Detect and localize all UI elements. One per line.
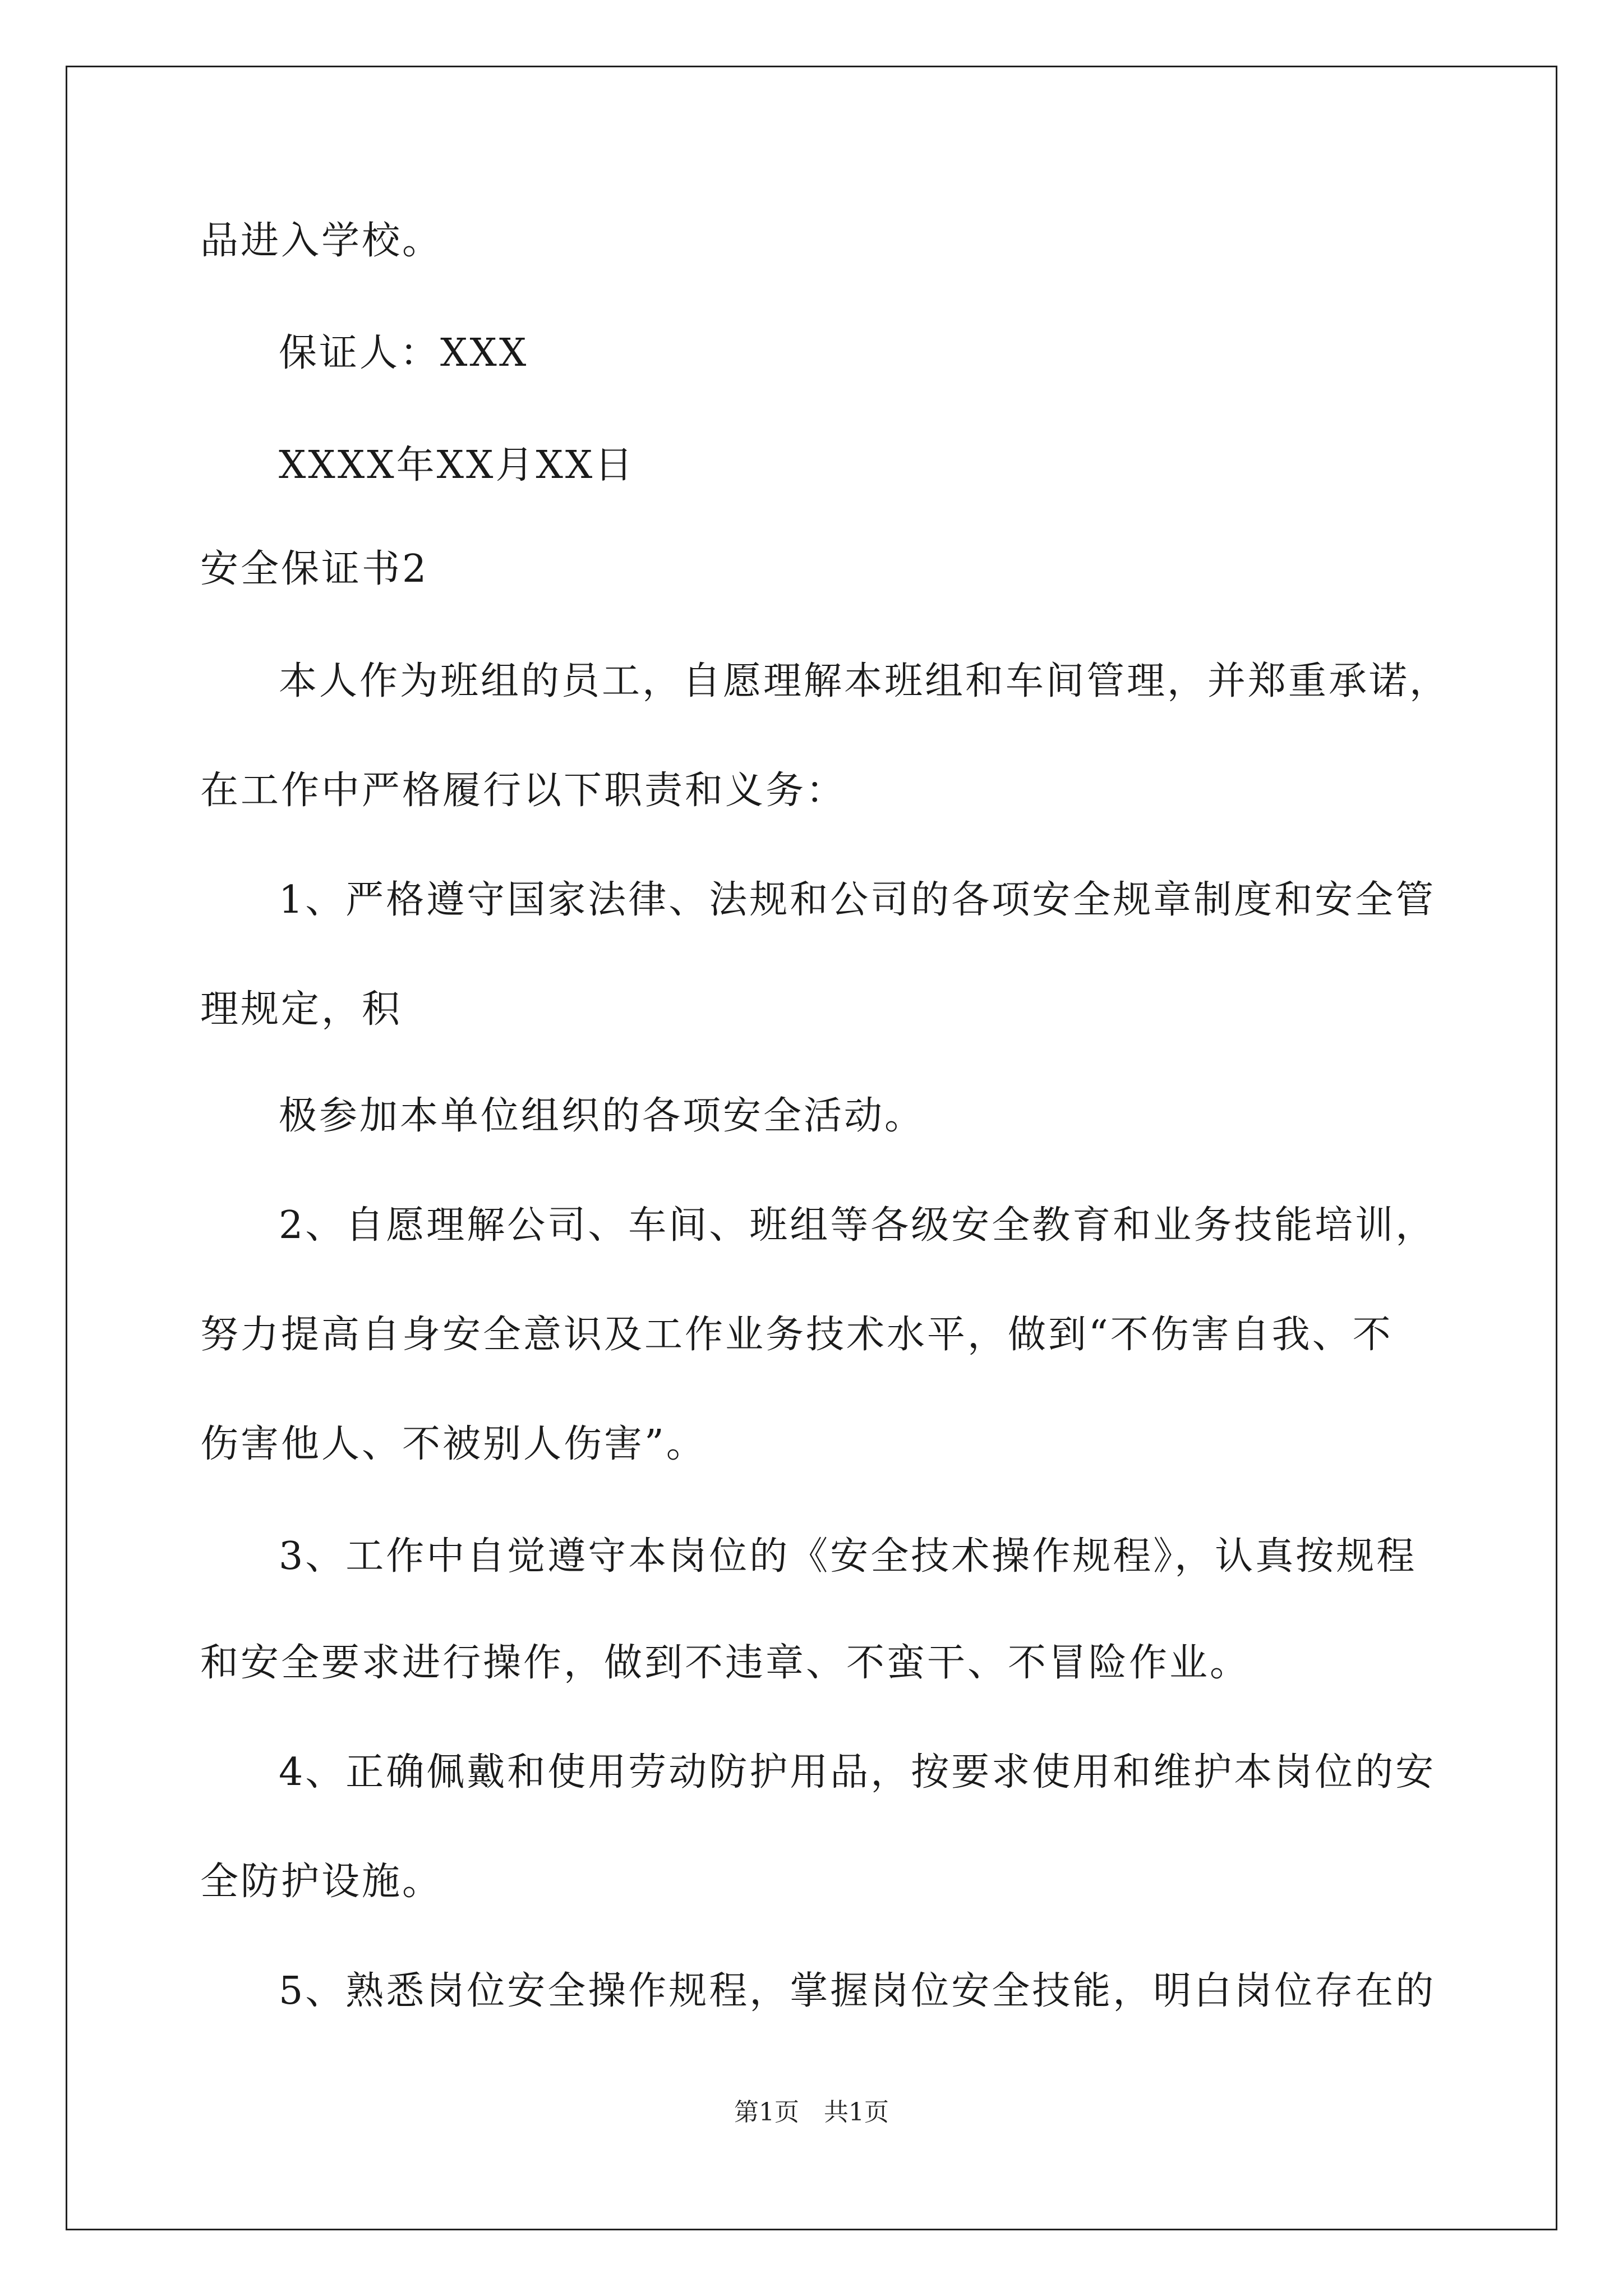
body-line-1: 品进入学校。: [200, 219, 443, 263]
item-2-line-3: 伤害他人、不被别人伤害”。: [200, 1422, 707, 1466]
guarantor-line: 保证人：XXX: [279, 331, 529, 375]
body-line-5: 本人作为班组的员工，自愿理解本班组和车间管理，并郑重承诺，: [279, 659, 1450, 703]
page-number-current: 第1页: [734, 2098, 799, 2127]
page-footer: [0, 2097, 1623, 2128]
page-border: [66, 66, 1557, 2230]
item-5-line-1: 5、熟悉岗位安全操作规程，掌握岗位安全技能，明白岗位存在的: [279, 1969, 1436, 2013]
date-line: XXXX年XX月XX日: [279, 443, 635, 487]
item-4-line-1: 4、正确佩戴和使用劳动防护用品，按要求使用和维护本岗位的安: [279, 1750, 1436, 1795]
item-3-line-2: 和安全要求进行操作，做到不违章、不蛮干、不冒险作业。: [200, 1641, 1251, 1685]
item-3-line-1: 3、工作中自觉遵守本岗位的《安全技术操作规程》，认真按规程: [279, 1534, 1417, 1579]
body-line-6: 在工作中严格履行以下职责和义务：: [200, 769, 847, 813]
item-2-line-2: 努力提高自身安全意识及工作业务技术水平，做到“不伤害自我、不: [200, 1313, 1393, 1357]
item-1-line-1: 1、严格遵守国家法律、法规和公司的各项安全规章制度和安全管: [279, 878, 1436, 922]
page-number-total: 共1页: [824, 2098, 889, 2127]
section-title: 安全保证书2: [200, 547, 429, 591]
item-1-line-3: 极参加本单位组织的各项安全活动。: [279, 1094, 925, 1138]
item-4-line-2: 全防护设施。: [200, 1860, 443, 1904]
item-1-line-2: 理规定，积: [200, 987, 403, 1032]
item-2-line-1: 2、自愿理解公司、车间、班组等各级安全教育和业务技能培训，: [279, 1203, 1436, 1248]
